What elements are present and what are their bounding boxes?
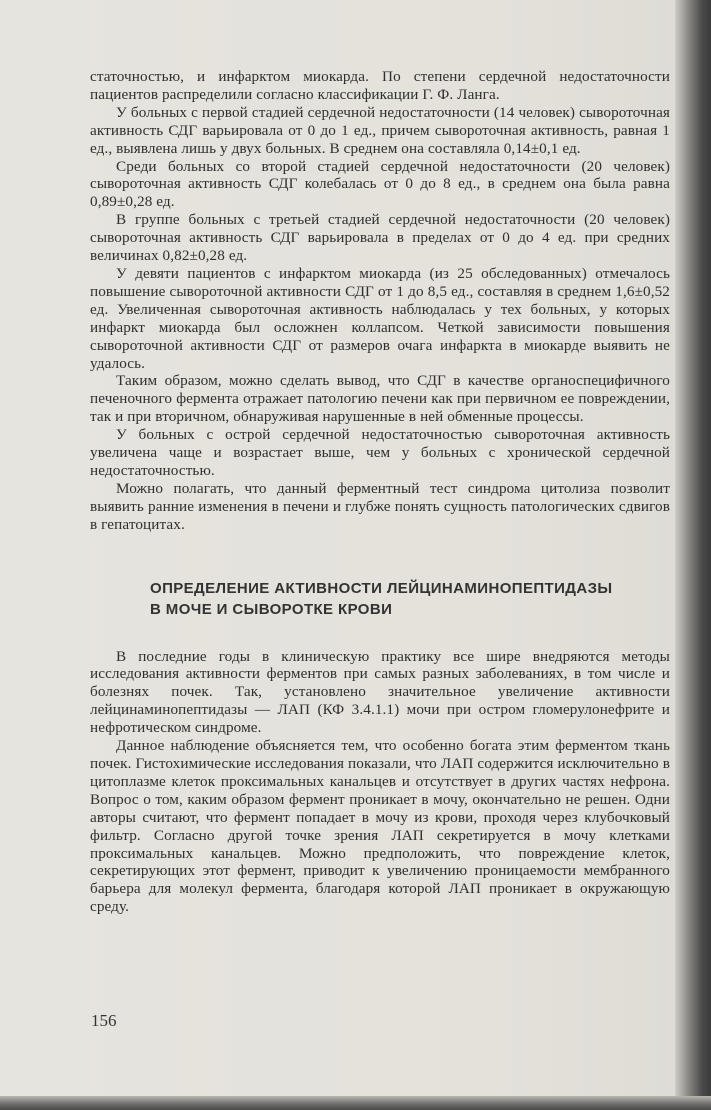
paragraph: У больных с острой сердечной недостаточностью сывороточная активность увеличена чаще и возрастает выше, чем у больных с хронической сердечной недостаточностью. (90, 426, 670, 479)
paragraph: У больных с первой стадией сердечной недостаточности (14 человек) сывороточная активность СДГ варьировала от 0 до 1 ед., причем сывороточная активность, равная 1 ед., выявлена лишь у двух больных. В среднем она составляла 0,14±0,1 ед. (90, 103, 670, 157)
paragraph: Таким образом, можно сделать вывод, что СДГ в качестве органоспецифичного печеночного фермента отражает патологию печени как при первичном ее повреждении, так и при вторичном, обнаруживая нарушенные в ней обменные процессы. (90, 372, 670, 426)
section-heading (90, 578, 670, 620)
section-body (90, 648, 670, 917)
paragraph: Можно полагать, что данный ферментный тест синдрома цитолиза позволит выявить ранние изменения в печени и глубже понять сущность патологических сдвигов в гепатоцитах. (90, 479, 670, 533)
paragraph: статочностью, и инфарктом миокарда. По степени сердечной недостаточности пациентов распределили согласно классификации Г. Ф. Ланга. (90, 68, 670, 103)
paragraph: У девяти пациентов с инфарктом миокарда (из 25 обследованных) отмечалось повышение сывороточной активности СДГ от 1 до 8,5 ед., составляя в среднем 1,6±0,52 ед. Увеличенная сывороточная активность наблюдалась у тех больных, у которых инфаркт миокарда был осложнен коллапсом. Четкой зависимости повышения сывороточной активности СДГ от размеров очага инфаркта в миокарде выявить не удалось. (90, 264, 670, 372)
paragraph: В группе больных с третьей стадией сердечной недостаточности (20 человек) сывороточная активность СДГ варьировала в пределах от 0 до 4 ед. при средних величинах 0,82±0,28 ед. (90, 211, 670, 265)
paragraph: Данное наблюдение объясняется тем, что особенно богата этим ферментом ткань почек. Гистохимические исследования показали, что ЛАП содержится исключительно в цитоплазме клеток проксимальных канальцев и отсутствует в других частях нефрона. Вопрос о том, каким образом фермент проникает в мочу, окончательно не решен. Одни авторы считают, что фермент попадает в мочу из крови, проходя через клубочковый фильтр. Согласно другой точке зрения ЛАП секретируется в мочу клетками проксимальных канальцев. Можно предположить, что повреждение клеток, секретирующих этот фермент, приводит к увеличению проницаемости мембранного барьера для молекул фермента, благодаря которой ЛАП проникает в окружающую среду. (90, 737, 670, 916)
page-text-body (90, 68, 670, 916)
paragraph: В последние годы в клиническую практику все шире внедряются методы исследования активности ферментов при самых разных заболеваниях, в том числе и болезнях почек. Так, установлено значительное увеличение активности лейцинаминопептидазы — ЛАП (КФ 3.4.1.1) мочи при остром гломерулонефрите и нефротическом синдроме. (90, 647, 670, 737)
page-gutter-shadow (675, 0, 711, 1110)
page-number: 156 (91, 1011, 117, 1030)
page-bottom-shadow (0, 1096, 711, 1110)
paragraph: Среди больных со второй стадией сердечной недостаточности (20 человек) сывороточная активность СДГ колебалась от 0 до 8 ед., в среднем она была равна 0,89±0,28 ед. (90, 157, 670, 211)
section-heading-line: ОПРЕДЕЛЕНИЕ АКТИВНОСТИ ЛЕЙЦИНАМИНОПЕПТИДАЗЫ (150, 579, 613, 597)
section-heading-line: В МОЧЕ И СЫВОРОТКЕ КРОВИ (150, 600, 393, 618)
